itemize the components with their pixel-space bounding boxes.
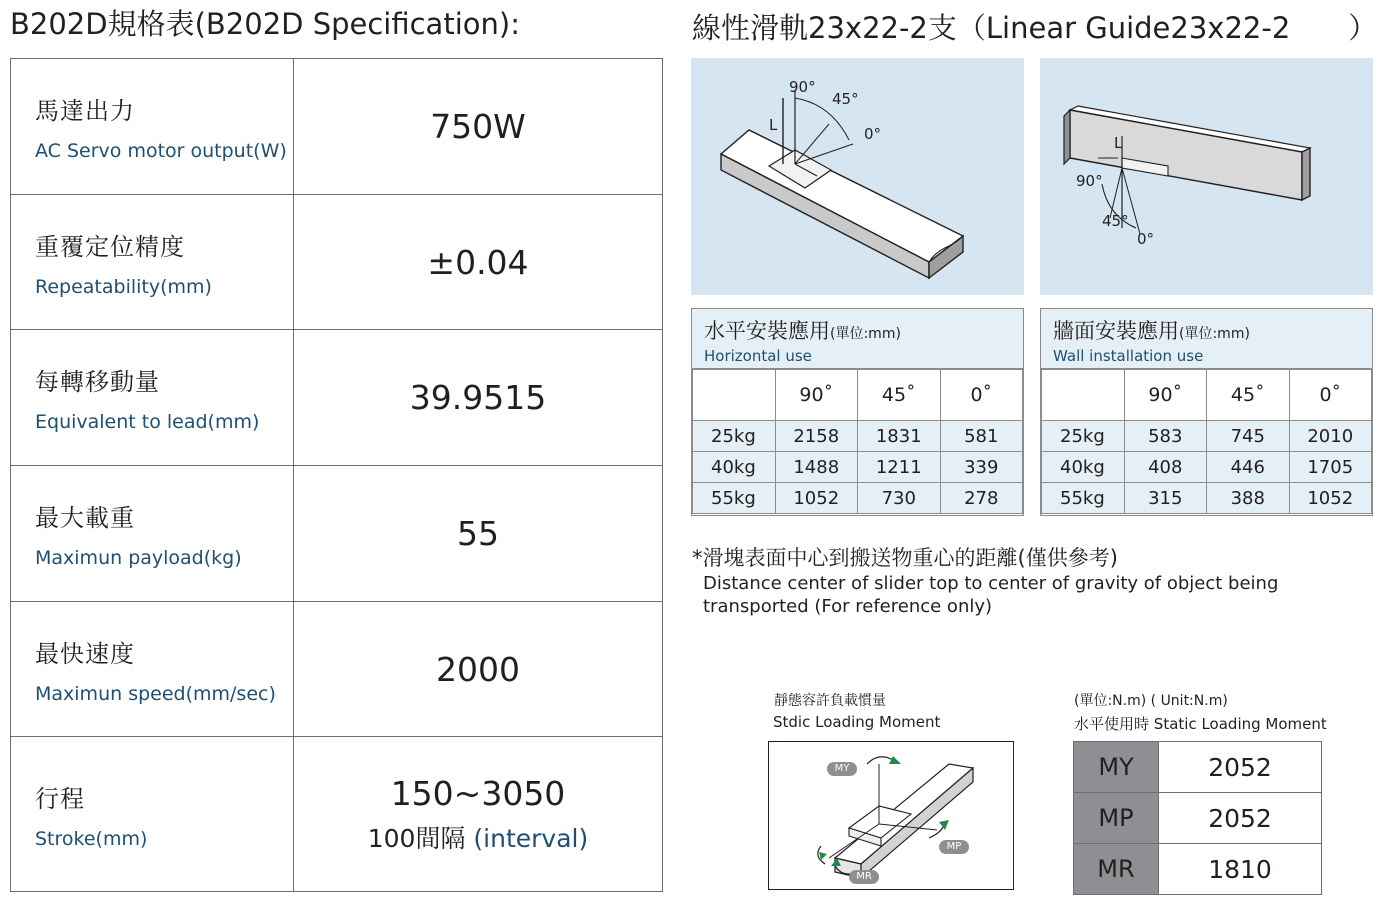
table-row	[1074, 742, 1322, 793]
spec-label-en: Equivalent to lead(mm)	[35, 411, 260, 434]
spec-label-cell	[11, 601, 294, 737]
spec-label-en: Maximun speed(mm/sec)	[35, 682, 276, 705]
load-cell: 25kg	[693, 421, 776, 452]
spec-label-zh: 馬達出力	[35, 96, 135, 125]
table-row	[1042, 483, 1372, 514]
spec-label-en: Stroke(mm)	[35, 827, 148, 850]
value-cell: 315	[1124, 483, 1207, 514]
value-cell: 1831	[858, 421, 941, 452]
spec-title: B202D規格表(B202D Specification):	[10, 7, 520, 41]
spec-label-cell	[11, 466, 294, 602]
spec-value: ±0.04	[427, 242, 529, 282]
table-row	[1042, 421, 1372, 452]
note-zh: *滑塊表面中心到搬送物重心的距離(僅供參考)	[692, 546, 1118, 570]
moment-value: 2052	[1159, 793, 1322, 844]
spec-label-cell	[11, 737, 294, 892]
value-cell: 1488	[775, 452, 858, 483]
moment-subtitle-zh: 水平使用時	[1074, 715, 1150, 733]
spec-value-cell	[294, 601, 663, 737]
spec-subvalue-en: (interval)	[473, 823, 589, 853]
load-cell: 25kg	[1042, 421, 1125, 452]
wall-title-en: Wall installation use	[1053, 347, 1204, 365]
spec-subvalue	[294, 819, 662, 855]
spec-value-cell	[294, 737, 663, 892]
table-row	[1074, 793, 1322, 844]
table-row	[693, 483, 1023, 514]
horizontal-mount-diagram	[691, 58, 1024, 295]
value-cell: 583	[1124, 421, 1207, 452]
column-header: 0˚	[1289, 370, 1372, 421]
spec-value-cell	[294, 466, 663, 602]
value-cell: 2010	[1289, 421, 1372, 452]
wall-title-zh: 牆面安裝應用	[1053, 319, 1179, 343]
spec-value: 55	[457, 513, 499, 553]
angle-90-label: 90°	[1076, 172, 1103, 190]
spec-label-zh: 最快速度	[35, 639, 135, 668]
value-cell: 1052	[1289, 483, 1372, 514]
column-header: 90˚	[775, 370, 858, 421]
mr-badge: MR	[856, 871, 872, 882]
horizontal-unit: (單位:mm)	[830, 326, 901, 342]
spec-value-cell	[294, 59, 663, 195]
spec-value: 750W	[430, 106, 526, 146]
spec-row	[11, 737, 663, 892]
moment-key: MR	[1074, 844, 1159, 895]
note-en-line-1: Distance center of slider top to center of gravity of object being	[703, 573, 1279, 594]
moment-unit: (單位:N.m) ( Unit:N.m)	[1074, 693, 1228, 709]
spec-subvalue-zh: 100間隔	[367, 823, 466, 853]
load-cell: 55kg	[693, 483, 776, 514]
spec-label-cell	[11, 194, 294, 330]
moment-key: MY	[1074, 742, 1159, 793]
value-cell: 730	[858, 483, 941, 514]
value-cell: 446	[1207, 452, 1290, 483]
moment-subtitle-en: Static Loading Moment	[1153, 715, 1327, 733]
distance-l-label: L	[769, 116, 778, 134]
column-header: 45˚	[858, 370, 941, 421]
load-cell: 40kg	[1042, 452, 1125, 483]
angle-45-label: 45°	[1102, 212, 1129, 230]
spec-value-cell	[294, 194, 663, 330]
table-row	[1042, 452, 1372, 483]
horizontal-load-table	[691, 308, 1024, 516]
moment-table	[1073, 741, 1322, 895]
spec-label-cell	[11, 59, 294, 195]
horizontal-title-zh: 水平安裝應用	[704, 319, 830, 343]
spec-label-en: AC Servo motor output(W)	[35, 139, 287, 162]
load-cell: 55kg	[1042, 483, 1125, 514]
moment-subtitle	[1074, 713, 1327, 734]
value-cell: 408	[1124, 452, 1207, 483]
value-cell: 278	[940, 483, 1023, 514]
spec-row	[11, 194, 663, 330]
my-badge: MY	[834, 763, 850, 774]
spec-label-zh: 最大載重	[35, 503, 135, 532]
spec-table	[10, 58, 663, 892]
spec-label-zh: 重覆定位精度	[35, 232, 185, 261]
column-header-row	[693, 370, 1023, 421]
moment-caption-zh: 靜態容許負載慣量	[774, 693, 886, 709]
spec-label-cell	[11, 330, 294, 466]
moment-value: 2052	[1159, 742, 1322, 793]
guide-title: 線性滑軌23x22-2支（Linear Guide23x22-2 ）	[692, 11, 1378, 45]
moment-rail-illustration	[769, 742, 1013, 889]
table-row	[1074, 844, 1322, 895]
mp-badge: MP	[946, 841, 962, 852]
horizontal-table-header	[692, 309, 1023, 369]
distance-l-label: L	[1114, 134, 1123, 152]
corner-cell	[1042, 370, 1125, 421]
value-cell: 1705	[1289, 452, 1372, 483]
horizontal-values	[692, 369, 1023, 514]
value-cell: 2158	[775, 421, 858, 452]
spec-label-en: Maximun payload(kg)	[35, 546, 242, 569]
table-row	[693, 421, 1023, 452]
angle-90-label: 90°	[789, 78, 816, 96]
corner-cell	[693, 370, 776, 421]
wall-table-header	[1041, 309, 1372, 369]
column-header-row	[1042, 370, 1372, 421]
column-header: 45˚	[1207, 370, 1290, 421]
note-en-line-2: transported (For reference only)	[703, 596, 993, 617]
spec-row	[11, 601, 663, 737]
wall-values	[1041, 369, 1372, 514]
spec-row	[11, 59, 663, 195]
value-cell: 388	[1207, 483, 1290, 514]
value-cell: 1052	[775, 483, 858, 514]
value-cell: 339	[940, 452, 1023, 483]
spec-row	[11, 466, 663, 602]
spec-label-zh: 每轉移動量	[35, 368, 160, 397]
spec-row	[11, 330, 663, 466]
value-cell: 581	[940, 421, 1023, 452]
table-row	[693, 452, 1023, 483]
wall-load-table	[1040, 308, 1373, 516]
spec-value: 150~3050	[390, 773, 566, 813]
value-cell: 745	[1207, 421, 1290, 452]
spec-value: 2000	[436, 649, 520, 689]
moment-value: 1810	[1159, 844, 1322, 895]
horizontal-title-en: Horizontal use	[704, 347, 812, 365]
column-header: 90˚	[1124, 370, 1207, 421]
angle-0-label: 0°	[864, 125, 882, 143]
angle-45-label: 45°	[832, 90, 859, 108]
spec-value-cell	[294, 330, 663, 466]
moment-diagram	[768, 741, 1014, 890]
spec-label-zh: 行程	[35, 784, 85, 813]
load-cell: 40kg	[693, 452, 776, 483]
angle-0-label: 0°	[1137, 230, 1155, 248]
moment-caption-en: Stdic Loading Moment	[773, 713, 941, 731]
moment-key: MP	[1074, 793, 1159, 844]
note-en	[703, 572, 1343, 618]
wall-unit: (單位:mm)	[1179, 326, 1250, 342]
wall-mount-diagram	[1040, 58, 1373, 295]
column-header: 0˚	[940, 370, 1023, 421]
value-cell: 1211	[858, 452, 941, 483]
spec-value: 39.9515	[409, 378, 547, 418]
spec-label-en: Repeatability(mm)	[35, 275, 212, 298]
